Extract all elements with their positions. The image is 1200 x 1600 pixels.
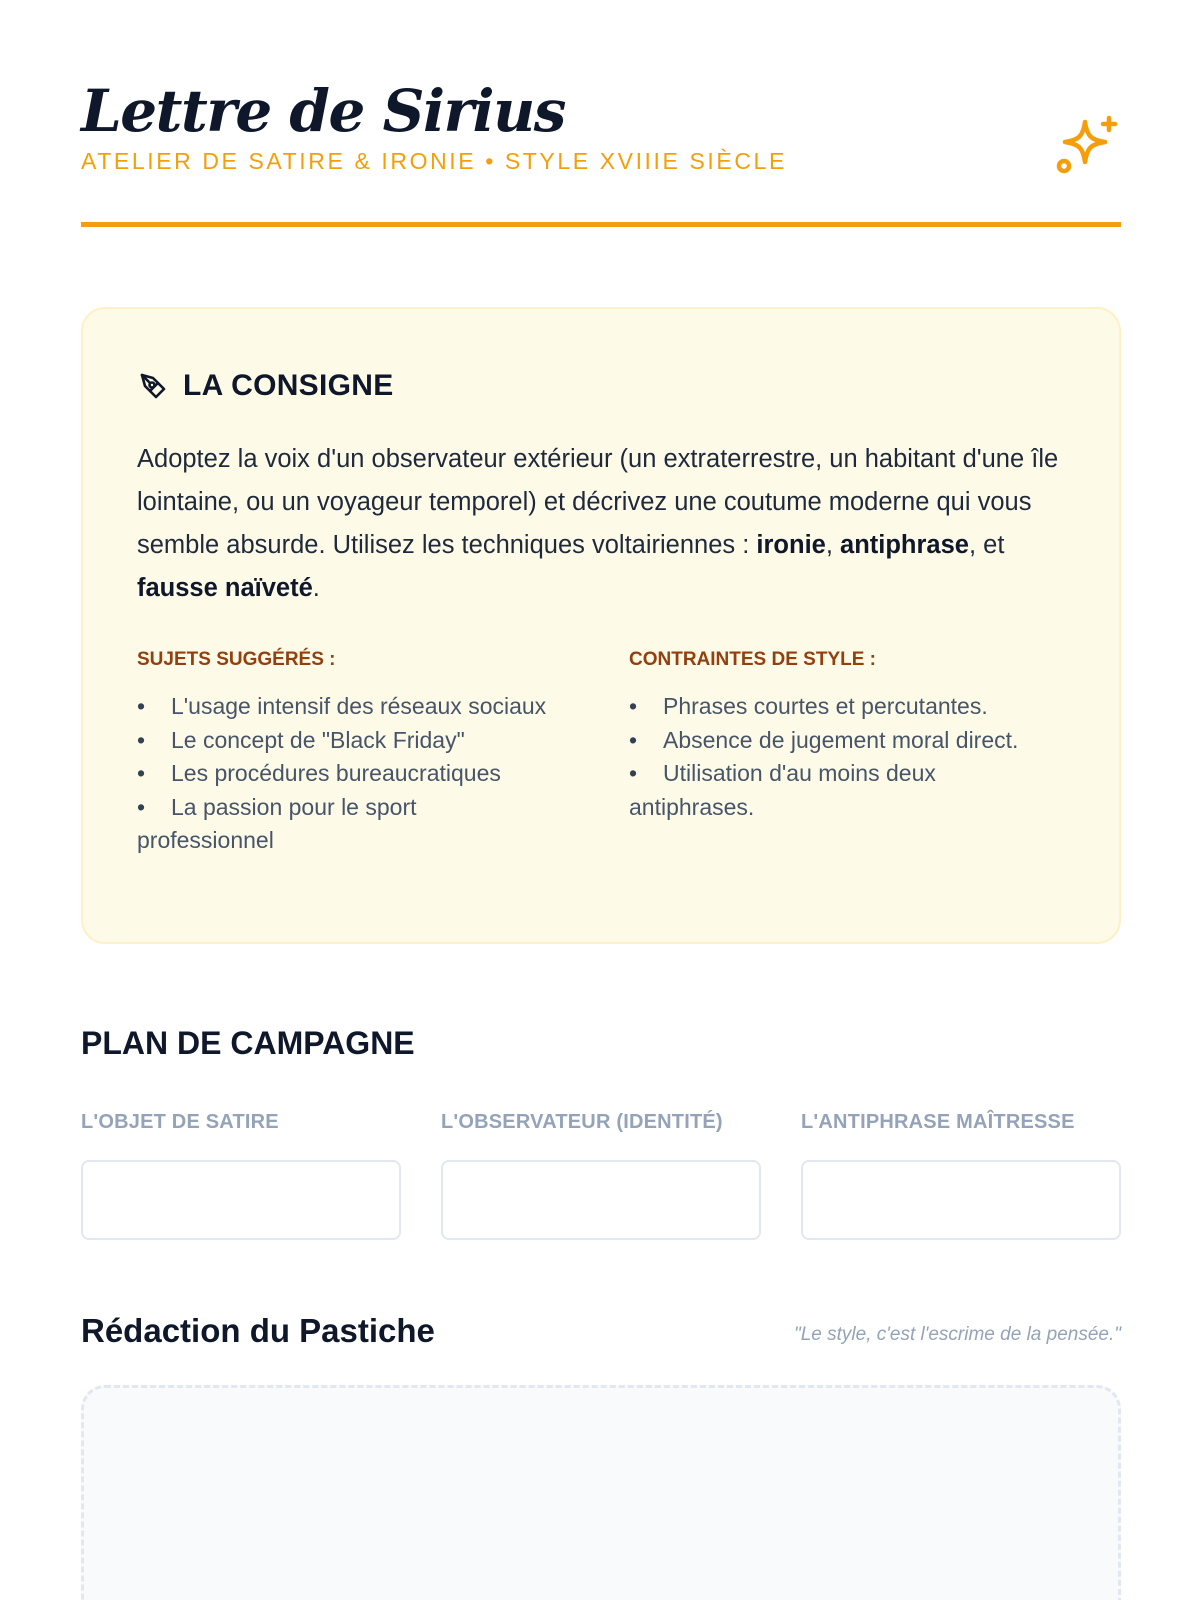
consigne-header	[137, 369, 394, 403]
list-item: • Absence de jugement moral direct.	[629, 726, 1019, 753]
field-observateur	[441, 1112, 761, 1240]
field-label: L'OBSERVATEUR (IDENTITÉ)	[441, 1111, 723, 1133]
page-title: Lettre de Sirius	[81, 77, 565, 145]
sparkles-icon	[1055, 114, 1121, 180]
page	[81, 0, 1121, 1349]
consigne-intro: Adoptez la voix d'un observateur extérieur (un extraterrestre, un habitant d'une île lointaine, ou un voyageur temporel) et décrivez une coutume moderne qui vous semble absurde. Utilisez les techniques voltairiennes :	[137, 445, 1059, 559]
list-item: • Phrases courtes et percutantes.	[629, 693, 988, 719]
redaction-title: Rédaction du Pastiche	[81, 1312, 435, 1349]
subjects-list	[137, 690, 557, 858]
constraints-title: CONTRAINTES DE STYLE :	[629, 649, 877, 670]
consigne-title: LA CONSIGNE	[183, 369, 394, 402]
field-label: L'ANTIPHRASE MAÎTRESSE	[801, 1111, 1075, 1133]
technique-antiphrase: antiphrase	[840, 531, 969, 559]
list-item: • Utilisation d'au moins deux antiphrases.	[629, 760, 936, 820]
constraints-list	[629, 690, 1049, 824]
technique-fausse-naivete: fausse naïveté	[137, 574, 313, 602]
list-item: • La passion pour le sport professionnel	[137, 793, 417, 853]
pastiche-editor[interactable]	[81, 1385, 1121, 1600]
field-label: L'OBJET DE SATIRE	[81, 1111, 279, 1133]
consigne-sep-2: , et	[968, 531, 1005, 559]
subjects-column	[137, 649, 557, 858]
list-item: • Les procédures bureaucratiques	[137, 760, 501, 786]
consigne-sep-1: ,	[825, 531, 841, 559]
observateur-input[interactable]	[441, 1160, 761, 1240]
constraints-column	[629, 649, 1049, 824]
technique-ironie: ironie	[756, 531, 826, 559]
objet-satire-input[interactable]	[81, 1160, 401, 1240]
consigne-text	[137, 438, 1067, 610]
list-item: • Le concept de "Black Friday"	[137, 726, 465, 753]
redaction-quote: "Le style, c'est l'escrime de la pensée."	[793, 1324, 1121, 1345]
field-objet-satire	[81, 1112, 401, 1240]
header	[81, 0, 1121, 227]
consigne-end: .	[312, 574, 320, 602]
field-antiphrase	[801, 1112, 1121, 1240]
subjects-title: SUJETS SUGGÉRÉS :	[137, 649, 336, 670]
pen-tool-icon	[137, 370, 169, 402]
consigne-card	[81, 307, 1121, 944]
plan-title: PLAN DE CAMPAGNE	[81, 1025, 415, 1061]
antiphrase-input[interactable]	[801, 1160, 1121, 1240]
list-item: • L'usage intensif des réseaux sociaux	[137, 693, 547, 719]
page-subtitle: ATELIER DE SATIRE & IRONIE • STYLE XVIIIE SIÈCLE	[81, 148, 787, 174]
